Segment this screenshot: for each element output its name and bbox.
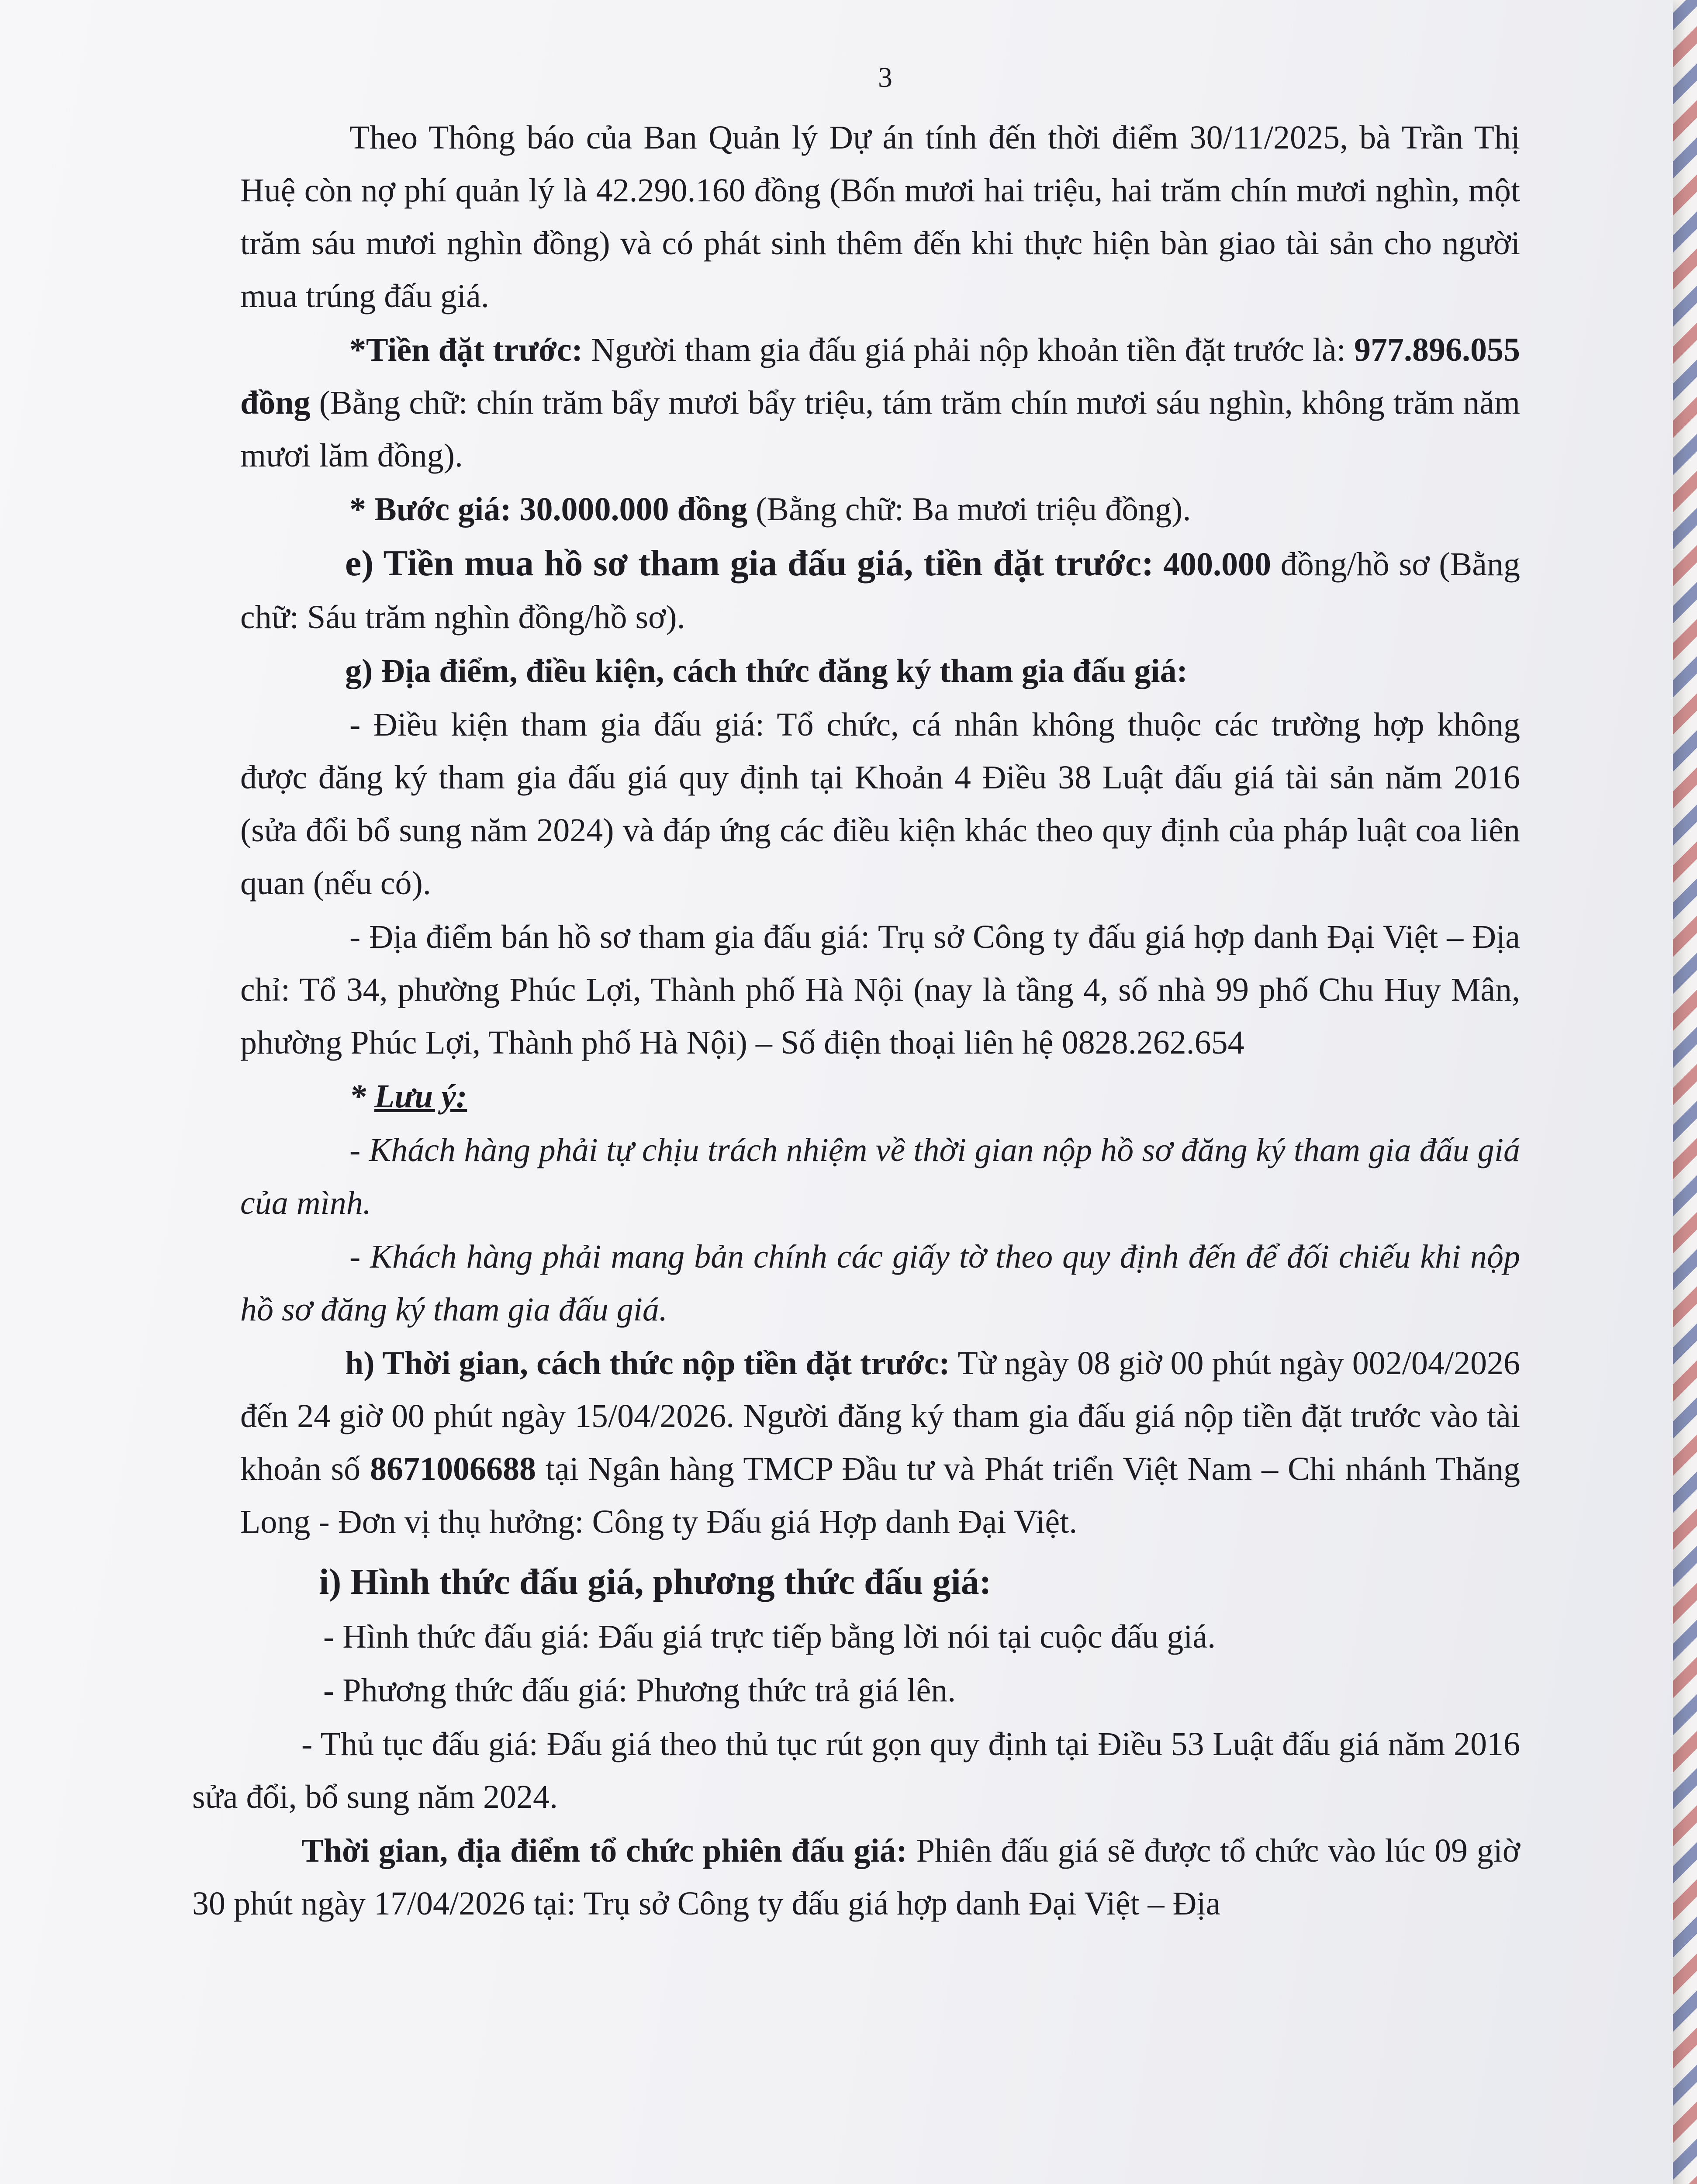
session-text: Phiên đấu giá sẽ được tổ chức vào lúc 09 giờ 30 phút ngày 17/04/2026 tại: Trụ sở Công ty đấu giá hợp danh Đại Việt – Địa <box>192 1832 1520 1922</box>
section-g-heading: g) Địa điểm, điều kiện, cách thức đăng ký tham gia đấu giá: <box>345 653 1188 689</box>
paragraph-bid-step <box>240 483 1520 536</box>
section-h-heading: h) Thời gian, cách thức nộp tiền đặt trước: <box>345 1345 950 1382</box>
paragraph-session <box>192 1825 1520 1930</box>
deposit-label: *Tiền đặt trước: <box>349 332 583 368</box>
bid-step-text: (Bằng chữ: Ba mươi triệu đồng). <box>747 491 1191 528</box>
paragraph-auction-method: - Phương thức đấu giá: Phương thức trả giá lên. <box>323 1672 956 1709</box>
account-number: 8671006688 <box>370 1451 536 1487</box>
paragraph-management-fee: Theo Thông báo của Ban Quản lý Dự án tính đến thời điểm 30/11/2025, bà Trần Thị Huệ còn nợ phí quản lý là 42.290.160 đồng (Bốn mươi hai triệu, hai trăm chín mươi nghìn, một trăm sáu mươi nghìn đồng) và có phát sinh thêm đến khi thực hiện bàn giao tài sản cho người mua trúng đấu giá. <box>240 119 1520 314</box>
note-label: Lưu ý: <box>374 1078 467 1115</box>
section-e-amount: 400.000 <box>1154 546 1271 583</box>
paragraph-conditions: - Điều kiện tham gia đấu giá: Tổ chức, cá nhân không thuộc các trường hợp không được đăng ký tham gia đấu giá quy định tại Khoản 4 Điều 38 Luật đấu giá tài sản năm 2016 (sửa đổi bổ sung năm 2024) và đáp ứng các điều kiện khác theo quy định của pháp luật coa liên quan (nếu có). <box>240 706 1520 902</box>
section-e-heading: e) Tiền mua hồ sơ tham gia đấu giá, tiền đặt trước: <box>345 543 1154 584</box>
paragraph-note-item-2: - Khách hàng phải mang bản chính các giấy tờ theo quy định đến để đối chiếu khi nộp hồ sơ đăng ký tham gia đấu giá. <box>240 1238 1520 1328</box>
section-i-heading: i) Hình thức đấu giá, phương thức đấu giá: <box>319 1562 992 1602</box>
note-star: * <box>349 1078 374 1115</box>
document-body <box>192 111 1521 1931</box>
bid-step-label: * Bước giá: 30.000.000 đồng <box>349 491 748 528</box>
page-number: 3 <box>878 62 892 93</box>
paragraph-note-item-1: - Khách hàng phải tự chịu trách nhiệm về thời gian nộp hồ sơ đăng ký tham gia đấu giá của mình. <box>240 1132 1520 1221</box>
paragraph-auction-form: - Hình thức đấu giá: Đấu giá trực tiếp bằng lời nói tại cuộc đấu giá. <box>323 1618 1216 1655</box>
session-heading: Thời gian, địa điểm tổ chức phiên đấu giá: <box>301 1832 907 1869</box>
paragraph-sale-location: - Địa điểm bán hồ sơ tham gia đấu giá: Trụ sở Công ty đấu giá hợp danh Đại Việt – Địa chỉ: Tổ 34, phường Phúc Lợi, Thành phố Hà Nội (nay là tầng 4, số nhà 99 phố Chu Huy Mân, phường Phúc Lợi, Thành phố Hà Nội) – Số điện thoại liên hệ 0828.262.654 <box>240 919 1520 1061</box>
paragraph-section-g-heading <box>240 645 1520 698</box>
section-e-text: đồng/hồ sơ (Bằng chữ: Sáu trăm nghìn đồng/hồ sơ). <box>240 546 1521 636</box>
deposit-text-a: Người tham gia đấu giá phải nộp khoản tiền đặt trước là: <box>583 332 1355 368</box>
spacer <box>240 1549 1520 1555</box>
paragraph-section-e <box>240 537 1520 644</box>
paragraph-auction-procedure: - Thủ tục đấu giá: Đấu giá theo thủ tục rút gọn quy định tại Điều 53 Luật đấu giá năm 2016 sửa đổi, bổ sung năm 2024. <box>192 1726 1520 1815</box>
section-h-text-a: Từ ngày 08 giờ 00 phút ngày 002/04/2026 đến 24 giờ 00 phút ngày 15/04/2026. Người đăng ký tham gia đấu giá nộp tiền đặt trước vào tài khoản số <box>240 1345 1520 1487</box>
paragraph-section-h <box>240 1337 1520 1548</box>
deposit-text-b: (Bằng chữ: chín trăm bẩy mươi bẩy triệu, tám trăm chín mươi sáu nghìn, không trăm năm mươi lăm đồng). <box>240 384 1520 474</box>
section-h-text-b: tại Ngân hàng TMCP Đầu tư và Phát triển Việt Nam – Chi nhánh Thăng Long - Đơn vị thụ hưởng: Công ty Đấu giá Hợp danh Đại Việt. <box>240 1451 1520 1540</box>
paragraph-section-i-heading <box>214 1555 1520 1610</box>
paragraph-note-label <box>240 1070 1520 1123</box>
deposit-amount: 977.896.055 đồng <box>240 332 1521 421</box>
paragraph-deposit <box>240 324 1520 482</box>
